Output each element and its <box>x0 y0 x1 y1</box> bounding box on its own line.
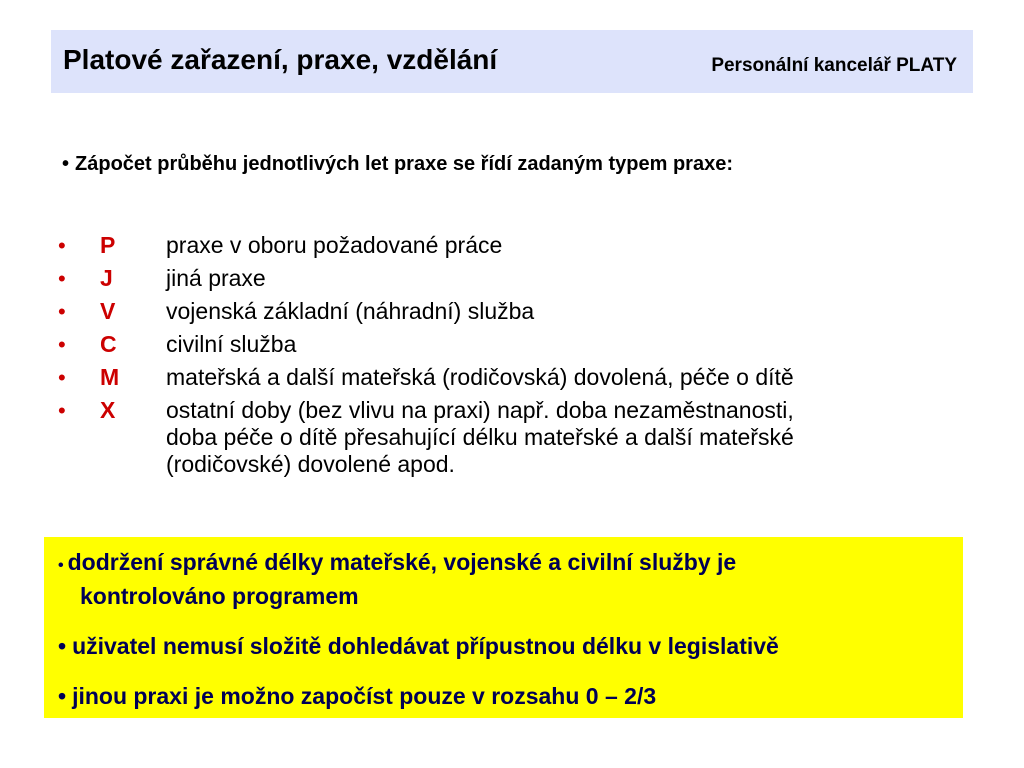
note-item <box>58 631 779 661</box>
note-item <box>58 547 736 611</box>
slide-header <box>51 30 973 93</box>
type-description: vojenská základní (náhradní) služba <box>166 298 535 324</box>
type-code: M <box>100 364 120 390</box>
note-text: uživatel nemusí složitě dohledávat přípustnou délku v legislativě <box>72 633 779 659</box>
practice-type-item <box>58 397 978 478</box>
note-text: dodržení správné délky mateřské, vojenské a civilní služby je <box>67 549 737 575</box>
type-code: P <box>100 232 116 258</box>
type-description-line: (rodičovské) dovolené apod. <box>166 451 455 477</box>
practice-type-item <box>58 265 978 292</box>
type-description-line: ostatní doby (bez vlivu na praxi) např. doba nezaměstnanosti, <box>166 397 794 423</box>
bullet-icon: • <box>58 299 66 324</box>
type-description-line: doba péče o dítě přesahující délku mateřské a další mateřské <box>166 424 794 450</box>
type-description: praxe v oboru požadované práce <box>166 232 503 258</box>
practice-type-item <box>58 364 978 391</box>
bullet-icon: • <box>58 233 66 258</box>
intro-line <box>62 153 733 176</box>
note-item <box>58 681 656 711</box>
practice-type-item <box>58 331 978 358</box>
type-description: mateřská a další mateřská (rodičovská) dovolená, péče o dítě <box>166 364 794 390</box>
bullet-icon: • <box>58 557 64 574</box>
type-code: X <box>100 397 116 423</box>
bullet-icon: • <box>58 365 66 390</box>
bullet-icon: • <box>62 153 70 175</box>
bullet-icon: • <box>58 398 66 423</box>
type-code: C <box>100 331 117 357</box>
bullet-icon: • <box>58 332 66 357</box>
bullet-icon: • <box>58 266 66 291</box>
note-text-continuation: kontrolováno programem <box>80 583 359 609</box>
practice-type-item <box>58 232 978 259</box>
practice-type-list <box>58 232 978 484</box>
type-description: civilní služba <box>166 331 297 357</box>
type-code: J <box>100 265 113 291</box>
practice-type-item <box>58 298 978 325</box>
slide-title: Platové zařazení, praxe, vzdělání <box>63 44 498 75</box>
bullet-icon: • <box>58 683 67 709</box>
bullet-icon: • <box>58 633 67 659</box>
highlight-box <box>44 537 963 718</box>
type-description: jiná praxe <box>166 265 266 291</box>
note-text: jinou praxi je možno započíst pouze v rozsahu 0 – 2/3 <box>72 683 657 709</box>
intro-text: Zápočet průběhu jednotlivých let praxe se řídí zadaným typem praxe: <box>75 153 733 175</box>
slide-subtitle: Personální kancelář PLATY <box>711 55 957 76</box>
type-code: V <box>100 298 116 324</box>
